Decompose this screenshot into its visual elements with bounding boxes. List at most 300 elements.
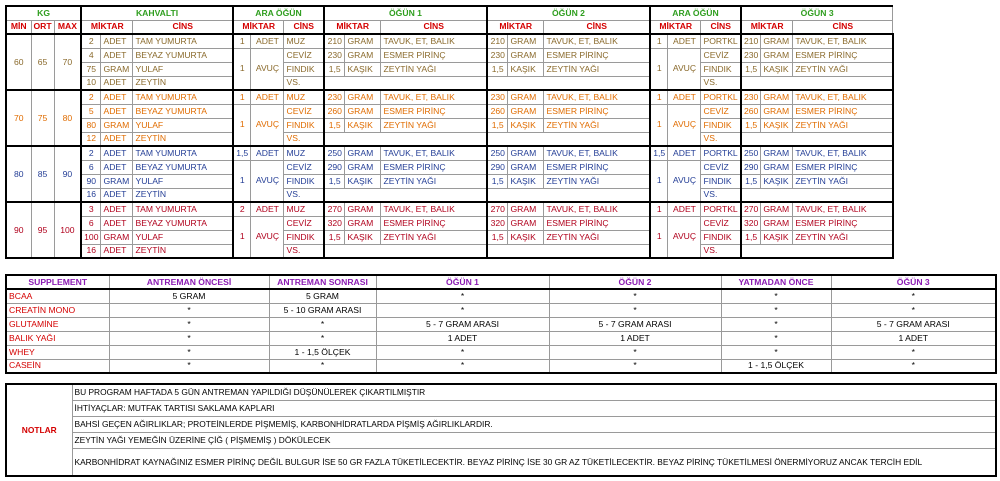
qty: 6 [81, 216, 101, 230]
dose: * [269, 359, 376, 373]
dose: * [721, 317, 831, 331]
unit: ADET [101, 244, 133, 258]
unit: KAŞIK [508, 62, 544, 76]
timing-header: ANTREMAN ÖNCESİ [109, 275, 269, 289]
section-title: ARA ÖĞÜN [233, 6, 324, 20]
unit: GRAM [508, 34, 544, 48]
section-title: KAHVALTI [81, 6, 233, 20]
empty-cell [487, 76, 650, 90]
food: ZEYTİN [133, 76, 233, 90]
unit: GRAM [761, 146, 793, 160]
section-title: ÖĞÜN 1 [324, 6, 487, 20]
food: ESMER PİRİNÇ [544, 104, 650, 118]
note-line: KARBONHİDRAT KAYNAĞINIZ ESMER PİRİNÇ DEĞİL BULGUR İSE 50 GR FAZLA TÜKETİLECEKTİR. BEYAZ PİRİNÇ İSE 30 GR AZ TÜKETİLECEKTİR. BEYAZ PİRİNÇ TÜKETİLMESİ ÖNERMİYORUZ ANCAK TERCİH EDİL [72, 448, 996, 476]
unit: GRAM [761, 104, 793, 118]
empty-cell [324, 132, 487, 146]
food: ESMER PİRİNÇ [381, 104, 487, 118]
food: MUZ [284, 34, 324, 48]
unit: KAŞIK [761, 118, 793, 132]
food: CEVİZ [701, 48, 741, 62]
food: MUZ [284, 202, 324, 216]
unit: AVUÇ [668, 216, 701, 258]
dose: 5 - 7 GRAM ARASI [549, 317, 721, 331]
dose: 1 ADET [376, 331, 549, 345]
food: VS. [701, 132, 741, 146]
qty: 16 [81, 188, 101, 202]
qty: 1 [233, 104, 251, 146]
dose: 1 ADET [549, 331, 721, 345]
qty: 2 [233, 202, 251, 216]
unit: KAŞIK [508, 118, 544, 132]
empty-cell [741, 132, 893, 146]
empty-cell [487, 188, 650, 202]
food: ZEYTİN YAĞI [793, 62, 893, 76]
unit: AVUÇ [668, 104, 701, 146]
food: TAVUK, ET, BALIK [381, 202, 487, 216]
unit: AVUÇ [251, 104, 284, 146]
food: ESMER PİRİNÇ [793, 48, 893, 62]
unit: GRAM [345, 160, 381, 174]
qty: 230 [741, 48, 761, 62]
unit: ADET [668, 146, 701, 160]
kg-col-header: MAX [54, 20, 81, 34]
section-title: ÖĞÜN 3 [741, 6, 893, 20]
food: YULAF [133, 174, 233, 188]
empty-cell [741, 244, 893, 258]
unit: ADET [101, 34, 133, 48]
food: VS. [701, 188, 741, 202]
unit: GRAM [761, 90, 793, 104]
kg-value: 70 [6, 90, 31, 146]
unit: ADET [101, 202, 133, 216]
qty: 1,5 [324, 62, 345, 76]
dose: 1 - 1,5 ÖLÇEK [269, 345, 376, 359]
qty: 230 [487, 90, 508, 104]
food: ESMER PİRİNÇ [793, 160, 893, 174]
qty: 1 [650, 160, 668, 202]
unit: KAŞIK [345, 230, 381, 244]
unit: GRAM [345, 146, 381, 160]
food: BEYAZ YUMURTA [133, 104, 233, 118]
unit: KAŞIK [345, 62, 381, 76]
unit: GRAM [345, 48, 381, 62]
qty: 290 [324, 160, 345, 174]
notes-title: NOTLAR [6, 384, 72, 476]
qty: 80 [81, 118, 101, 132]
qty: 320 [324, 216, 345, 230]
unit: AVUÇ [668, 160, 701, 202]
unit: ADET [668, 90, 701, 104]
empty-cell [741, 76, 893, 90]
qty: 210 [741, 34, 761, 48]
supplement-name: CREATİN MONO [6, 303, 109, 317]
qty: 1,5 [324, 230, 345, 244]
qty: 1 [233, 34, 251, 48]
empty-cell [741, 188, 893, 202]
timing-header: ANTREMAN SONRASI [269, 275, 376, 289]
cins-header: CİNS [133, 20, 233, 34]
meal-plan-table [5, 5, 894, 259]
note-line: BU PROGRAM HAFTADA 5 GÜN ANTREMAN YAPILDIĞI DÜŞÜNÜLEREK ÇIKARTILMIŞTIR [72, 384, 996, 400]
food: FINDIK [701, 230, 741, 244]
dose: 5 GRAM [109, 289, 269, 303]
qty: 320 [487, 216, 508, 230]
food: ZEYTİN YAĞI [793, 174, 893, 188]
unit: AVUÇ [251, 160, 284, 202]
food: YULAF [133, 118, 233, 132]
dose: * [721, 303, 831, 317]
supplement-name: BALIK YAĞI [6, 331, 109, 345]
food: VS. [284, 132, 324, 146]
food: ZEYTİN YAĞI [793, 230, 893, 244]
kg-value: 100 [54, 202, 81, 258]
unit: GRAM [508, 104, 544, 118]
unit: AVUÇ [251, 48, 284, 90]
food: TAVUK, ET, BALIK [793, 34, 893, 48]
unit: KAŞIK [761, 174, 793, 188]
note-line: ZEYTİN YAĞI YEMEĞİN ÜZERİNE ÇİĞ ( PİŞMEMİŞ ) DÖKÜLECEK [72, 432, 996, 448]
unit: AVUÇ [251, 216, 284, 258]
unit: GRAM [508, 146, 544, 160]
qty: 230 [324, 48, 345, 62]
unit: KAŞIK [345, 174, 381, 188]
qty: 1,5 [741, 118, 761, 132]
food: FINDIK [284, 230, 324, 244]
section-title: ARA ÖĞÜN [650, 6, 741, 20]
timing-header: ÖĞÜN 1 [376, 275, 549, 289]
unit: GRAM [345, 202, 381, 216]
unit: GRAM [101, 174, 133, 188]
food: ZEYTİN YAĞI [381, 118, 487, 132]
unit: KAŞIK [508, 174, 544, 188]
kg-value: 85 [31, 146, 54, 202]
unit: KAŞIK [508, 230, 544, 244]
dose: * [376, 359, 549, 373]
miktar-header: MİKTAR [81, 20, 133, 34]
qty: 3 [81, 202, 101, 216]
miktar-header: MİKTAR [650, 20, 701, 34]
supplement-name: GLUTAMİNE [6, 317, 109, 331]
kg-value: 95 [31, 202, 54, 258]
qty: 1,5 [324, 118, 345, 132]
unit: GRAM [508, 90, 544, 104]
qty: 230 [487, 48, 508, 62]
food: TAM YUMURTA [133, 34, 233, 48]
dose: 5 - 7 GRAM ARASI [376, 317, 549, 331]
unit: GRAM [101, 62, 133, 76]
food: PORTKL [701, 202, 741, 216]
qty: 1 [233, 160, 251, 202]
notes-table [5, 383, 997, 477]
food: ZEYTİN YAĞI [381, 230, 487, 244]
timing-header: YATMADAN ÖNCE [721, 275, 831, 289]
qty: 90 [81, 174, 101, 188]
food: ZEYTİN YAĞI [381, 174, 487, 188]
timing-header: ÖĞÜN 2 [549, 275, 721, 289]
unit: GRAM [101, 230, 133, 244]
supplement-table [5, 274, 997, 374]
food: ZEYTİN [133, 132, 233, 146]
food: TAVUK, ET, BALIK [544, 202, 650, 216]
qty: 270 [741, 202, 761, 216]
food: CEVİZ [284, 216, 324, 230]
food: TAM YUMURTA [133, 146, 233, 160]
unit: ADET [101, 104, 133, 118]
supplement-name: WHEY [6, 345, 109, 359]
food: MUZ [284, 146, 324, 160]
food: BEYAZ YUMURTA [133, 160, 233, 174]
dose: 1 - 1,5 ÖLÇEK [721, 359, 831, 373]
dose: 5 - 7 GRAM ARASI [831, 317, 996, 331]
dose: * [376, 289, 549, 303]
food: ESMER PİRİNÇ [381, 216, 487, 230]
cins-header: CİNS [381, 20, 487, 34]
timing-header: ÖĞÜN 3 [831, 275, 996, 289]
unit: GRAM [508, 202, 544, 216]
empty-cell [324, 244, 487, 258]
food: VS. [284, 244, 324, 258]
miktar-header: MİKTAR [487, 20, 544, 34]
supplement-name: CASEİN [6, 359, 109, 373]
unit: ADET [101, 160, 133, 174]
food: FINDIK [701, 118, 741, 132]
dose: * [721, 331, 831, 345]
kg-value: 60 [6, 34, 31, 90]
empty-cell [324, 188, 487, 202]
qty: 250 [741, 146, 761, 160]
unit: GRAM [508, 160, 544, 174]
food: FINDIK [284, 174, 324, 188]
food: CEVİZ [284, 160, 324, 174]
qty: 2 [81, 34, 101, 48]
food: ZEYTİN [133, 244, 233, 258]
qty: 260 [324, 104, 345, 118]
qty: 1 [650, 34, 668, 48]
unit: ADET [101, 216, 133, 230]
dose: 1 ADET [831, 331, 996, 345]
qty: 4 [81, 48, 101, 62]
qty: 270 [487, 202, 508, 216]
dose: * [549, 359, 721, 373]
qty: 1,5 [487, 118, 508, 132]
empty-cell [487, 244, 650, 258]
kg-value: 80 [54, 90, 81, 146]
food: ESMER PİRİNÇ [793, 104, 893, 118]
qty: 75 [81, 62, 101, 76]
unit: ADET [101, 90, 133, 104]
food: ZEYTİN YAĞI [544, 118, 650, 132]
dose: * [549, 303, 721, 317]
unit: GRAM [761, 160, 793, 174]
kg-col-header: MİN [6, 20, 31, 34]
dose: * [721, 289, 831, 303]
qty: 1 [650, 104, 668, 146]
qty: 230 [324, 90, 345, 104]
food: TAVUK, ET, BALIK [381, 90, 487, 104]
food: ESMER PİRİNÇ [381, 48, 487, 62]
kg-col-header: ORT [31, 20, 54, 34]
food: VS. [701, 244, 741, 258]
qty: 10 [81, 76, 101, 90]
unit: AVUÇ [668, 48, 701, 90]
empty-cell [324, 76, 487, 90]
food: FINDIK [284, 118, 324, 132]
unit: ADET [101, 48, 133, 62]
unit: ADET [101, 146, 133, 160]
food: TAVUK, ET, BALIK [793, 146, 893, 160]
qty: 2 [81, 146, 101, 160]
food: ESMER PİRİNÇ [544, 160, 650, 174]
unit: GRAM [101, 118, 133, 132]
unit: ADET [101, 188, 133, 202]
unit: GRAM [508, 216, 544, 230]
qty: 210 [487, 34, 508, 48]
food: ESMER PİRİNÇ [544, 48, 650, 62]
unit: GRAM [508, 48, 544, 62]
qty: 1 [233, 90, 251, 104]
unit: ADET [668, 202, 701, 216]
unit: ADET [101, 76, 133, 90]
cins-header: CİNS [701, 20, 741, 34]
food: ESMER PİRİNÇ [381, 160, 487, 174]
supplement-name: BCAA [6, 289, 109, 303]
food: ZEYTİN YAĞI [544, 174, 650, 188]
supplement-header: SUPPLEMENT [6, 275, 109, 289]
unit: ADET [251, 146, 284, 160]
kg-value: 75 [31, 90, 54, 146]
food: VS. [284, 76, 324, 90]
unit: ADET [251, 202, 284, 216]
qty: 1,5 [487, 174, 508, 188]
food: TAVUK, ET, BALIK [793, 90, 893, 104]
qty: 230 [741, 90, 761, 104]
kg-header: KG [6, 6, 81, 20]
dose: * [376, 345, 549, 359]
dose: * [831, 289, 996, 303]
food: CEVİZ [701, 104, 741, 118]
unit: ADET [251, 34, 284, 48]
dose: * [549, 289, 721, 303]
food: PORTKL [701, 34, 741, 48]
qty: 1,5 [487, 230, 508, 244]
dose: * [831, 345, 996, 359]
cins-header: CİNS [544, 20, 650, 34]
qty: 320 [741, 216, 761, 230]
kg-value: 80 [6, 146, 31, 202]
food: VS. [284, 188, 324, 202]
dose: * [269, 317, 376, 331]
food: CEVİZ [701, 216, 741, 230]
qty: 1 [650, 216, 668, 258]
unit: ADET [251, 90, 284, 104]
qty: 1,5 [324, 174, 345, 188]
miktar-header: MİKTAR [233, 20, 284, 34]
unit: GRAM [345, 104, 381, 118]
qty: 1,5 [233, 146, 251, 160]
food: TAM YUMURTA [133, 202, 233, 216]
unit: KAŞIK [761, 62, 793, 76]
unit: ADET [668, 34, 701, 48]
dose: * [109, 303, 269, 317]
qty: 12 [81, 132, 101, 146]
qty: 6 [81, 160, 101, 174]
note-line: BAHSİ GEÇEN AĞIRLIKLAR; PROTEİNLERDE PİŞMEMİŞ, KARBONHİDRATLARDA PİŞMİŞ AĞIRLIKLARDIR. [72, 416, 996, 432]
unit: ADET [101, 132, 133, 146]
food: TAM YUMURTA [133, 90, 233, 104]
dose: * [269, 331, 376, 345]
dose: * [721, 345, 831, 359]
qty: 1,5 [650, 146, 668, 160]
unit: GRAM [761, 202, 793, 216]
section-title: ÖĞÜN 2 [487, 6, 650, 20]
unit: GRAM [761, 216, 793, 230]
food: TAVUK, ET, BALIK [544, 146, 650, 160]
food: CEVİZ [284, 48, 324, 62]
cins-header: CİNS [793, 20, 893, 34]
food: TAVUK, ET, BALIK [381, 146, 487, 160]
qty: 290 [487, 160, 508, 174]
food: CEVİZ [701, 160, 741, 174]
food: BEYAZ YUMURTA [133, 216, 233, 230]
dose: * [109, 317, 269, 331]
empty-cell [487, 132, 650, 146]
food: BEYAZ YUMURTA [133, 48, 233, 62]
qty: 1 [650, 202, 668, 216]
kg-value: 70 [54, 34, 81, 90]
qty: 1,5 [487, 62, 508, 76]
qty: 260 [741, 104, 761, 118]
food: ESMER PİRİNÇ [544, 216, 650, 230]
food: PORTKL [701, 90, 741, 104]
food: ZEYTİN YAĞI [793, 118, 893, 132]
food: TAVUK, ET, BALIK [793, 202, 893, 216]
cins-header: CİNS [284, 20, 324, 34]
qty: 1 [650, 48, 668, 90]
food: ZEYTİN [133, 188, 233, 202]
dose: * [831, 359, 996, 373]
food: YULAF [133, 62, 233, 76]
unit: GRAM [345, 34, 381, 48]
food: MUZ [284, 90, 324, 104]
food: FINDIK [701, 62, 741, 76]
dose: 5 GRAM [269, 289, 376, 303]
unit: KAŞIK [761, 230, 793, 244]
dose: * [376, 303, 549, 317]
qty: 1 [233, 216, 251, 258]
kg-value: 65 [31, 34, 54, 90]
qty: 250 [324, 146, 345, 160]
food: TAVUK, ET, BALIK [544, 34, 650, 48]
miktar-header: MİKTAR [324, 20, 381, 34]
dose: * [831, 303, 996, 317]
food: VS. [701, 76, 741, 90]
unit: GRAM [345, 90, 381, 104]
dose: 5 - 10 GRAM ARASI [269, 303, 376, 317]
qty: 1,5 [741, 174, 761, 188]
food: ZEYTİN YAĞI [381, 62, 487, 76]
food: YULAF [133, 230, 233, 244]
food: ZEYTİN YAĞI [544, 230, 650, 244]
dose: * [109, 359, 269, 373]
dose: * [549, 345, 721, 359]
unit: GRAM [761, 48, 793, 62]
miktar-header: MİKTAR [741, 20, 793, 34]
dose: * [109, 345, 269, 359]
kg-value: 90 [6, 202, 31, 258]
dose: * [109, 331, 269, 345]
qty: 290 [741, 160, 761, 174]
qty: 260 [487, 104, 508, 118]
